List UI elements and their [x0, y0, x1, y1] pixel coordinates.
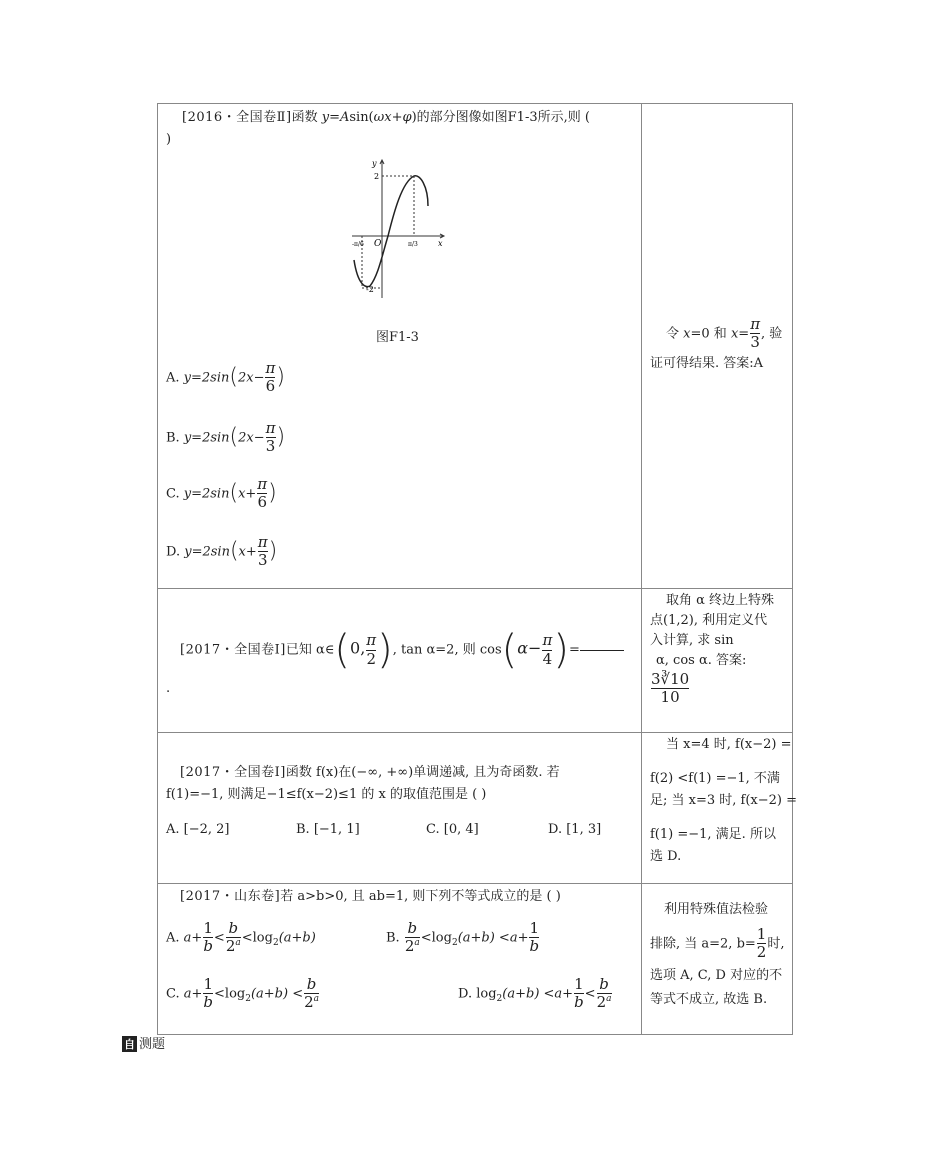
answer-cell: [642, 104, 793, 589]
option-label: D.: [166, 544, 185, 560]
fraction: [750, 316, 760, 352]
fraction: [405, 920, 420, 956]
numerator: π: [265, 359, 276, 377]
question-cell: [158, 733, 642, 884]
denominator: 2: [366, 649, 376, 668]
numerator: 1: [756, 925, 767, 943]
paren: (: [501, 627, 518, 673]
denominator: 3: [750, 333, 760, 352]
answer-text: , 验: [761, 326, 783, 342]
table-row: [158, 733, 793, 884]
sine-graph-figure: [348, 156, 448, 302]
option-expr: y=2sin: [184, 544, 230, 560]
answer-line: 选项 A, C, D 对应的不: [650, 968, 783, 983]
option-label: D.: [458, 986, 477, 1002]
paren: (: [229, 480, 239, 506]
table-row: [158, 104, 793, 589]
option-expr: a+: [183, 930, 203, 946]
denominator-base: 2: [596, 993, 607, 1012]
tick-label-max: 2: [374, 172, 380, 181]
denominator: b: [529, 937, 540, 956]
answer-text: =: [738, 326, 750, 342]
answer-line: f(1) =−1, 满足. 所以: [650, 827, 776, 842]
option-expr: <: [584, 986, 596, 1002]
paren: ): [377, 627, 393, 673]
paren: ): [276, 424, 286, 450]
stem-var: α−: [517, 638, 542, 658]
option-label: B.: [166, 430, 184, 446]
fraction: [757, 926, 767, 962]
option-c: C. [0, 4]: [426, 822, 479, 837]
question-cell: [158, 104, 642, 589]
fraction: [266, 420, 276, 456]
answer-line: f(2) <f(1) =−1, 不满: [650, 771, 780, 786]
stem-text: , tan α=2, 则 cos: [392, 642, 502, 658]
paren: ): [268, 538, 278, 564]
paren: ): [276, 364, 285, 390]
fraction: [574, 976, 584, 1012]
option-expr: <log: [241, 930, 273, 946]
denominator: [304, 993, 319, 1011]
stem-close-paren: ): [166, 132, 172, 147]
figure-caption: 图F1-3: [376, 330, 419, 345]
answer-text: =0 和: [690, 326, 727, 342]
answer-line: 证可得结果. 答案:A: [650, 356, 764, 371]
fraction: [257, 476, 267, 512]
answer-var: x: [730, 326, 739, 342]
fraction: [366, 632, 376, 668]
option-expr: <log: [420, 930, 452, 946]
option-label: A.: [166, 930, 184, 946]
origin-label: O: [374, 239, 382, 249]
answer-var: x: [683, 326, 691, 342]
fraction: [203, 920, 213, 956]
exponent: a: [313, 994, 320, 1005]
question-cell: [158, 884, 642, 1035]
option-expr: <log: [214, 986, 246, 1002]
option-label: C.: [166, 986, 184, 1002]
answer-line: 点(1,2), 利用定义代: [650, 613, 768, 628]
denominator: [405, 937, 420, 955]
paren: (: [334, 627, 351, 673]
denominator: 6: [257, 493, 267, 512]
option-expr: (a+b) <: [250, 986, 304, 1002]
option-a: [166, 920, 316, 956]
denominator: b: [574, 993, 584, 1012]
option-a: [166, 360, 285, 396]
exponent: a: [235, 938, 241, 949]
option-expr: a+: [183, 986, 203, 1002]
answer-line: [650, 926, 784, 962]
question-stem: [180, 619, 624, 681]
answer-cell: [642, 884, 793, 1035]
numerator: b: [599, 975, 609, 993]
qa-table: [157, 103, 798, 1035]
numerator: 1: [203, 919, 213, 937]
numerator: π: [265, 419, 276, 437]
option-c: [166, 976, 320, 1012]
numerator: 1: [529, 919, 540, 937]
question-stem: [182, 108, 590, 128]
stem-text: 若 a>b>0, 且 ab=1, 则下列不等式成立的是 ( ): [280, 889, 561, 904]
answer-line: [666, 316, 782, 352]
question-stem: [180, 763, 560, 783]
numerator: b: [228, 919, 239, 937]
answer-text: 令: [666, 326, 680, 342]
stem-text: )的部分图像如图F1-3所示,则 (: [411, 110, 590, 125]
source-tag: [2017・山东卷]: [180, 889, 281, 904]
answer-blank: [580, 649, 624, 651]
stem-text: 函数: [291, 110, 318, 125]
stem-text: 已知 α∈: [285, 642, 335, 658]
trailing-dot: .: [166, 681, 171, 696]
answer-line: 选 D.: [650, 849, 682, 864]
option-expr: y=2sin: [183, 370, 230, 386]
fraction: [265, 360, 275, 396]
stem-func: y=A: [321, 110, 350, 125]
option-b: B. [−1, 1]: [296, 822, 360, 837]
option-label: B.: [386, 930, 404, 946]
answer-text: 时,: [767, 936, 785, 952]
paren: (: [229, 424, 239, 450]
source-tag: [2017・全国卷Ⅰ]: [180, 765, 286, 780]
exponent: a: [606, 994, 612, 1005]
axis-label-y: y: [372, 159, 377, 168]
option-expr: y=2sin: [183, 486, 230, 502]
option-expr: 2x−: [238, 430, 265, 446]
denominator: [226, 937, 241, 955]
answer-line: 入计算, 求 sin: [650, 633, 734, 648]
option-expr: y=2sin: [183, 430, 230, 446]
subscript: 2: [245, 993, 251, 1004]
fraction: [304, 976, 319, 1012]
denominator: b: [203, 937, 213, 956]
option-expr: x+: [238, 486, 257, 502]
answer-cell: [642, 589, 793, 733]
option-b: [166, 420, 285, 456]
axis-label-x: x: [438, 239, 443, 248]
option-c: [166, 476, 277, 512]
denominator: b: [203, 993, 214, 1012]
numerator: b: [306, 975, 317, 993]
denominator: 4: [542, 649, 553, 668]
subscript: 2: [496, 993, 503, 1004]
denominator: [597, 993, 612, 1011]
stem-var: ωx+φ: [373, 110, 412, 125]
tick-label-min: -2: [366, 285, 374, 294]
source-tag: [2017・全国卷Ⅰ]: [180, 642, 286, 658]
option-label: A.: [166, 370, 184, 386]
option-expr: (a+b) <a+: [457, 930, 529, 946]
option-expr: log: [476, 986, 497, 1002]
denominator: 2: [756, 943, 767, 962]
section-footer: [122, 1033, 165, 1052]
option-expr: (a+b) <a+: [502, 986, 574, 1002]
numerator: π: [257, 533, 268, 551]
denominator: 10: [651, 688, 689, 706]
denominator: 3: [257, 551, 268, 570]
numerator: b: [407, 919, 418, 937]
fraction: [542, 632, 552, 668]
answer-text: 排除, 当 a=2, b=: [650, 936, 756, 952]
self-test-badge: 自: [124, 1038, 135, 1051]
answer-line: 等式不成立, 故选 B.: [650, 992, 768, 1007]
option-b: [386, 920, 540, 956]
paren: ): [268, 480, 277, 506]
answer-fraction: [650, 671, 690, 707]
table-row: [158, 884, 793, 1035]
option-expr: (a+b): [278, 930, 316, 946]
question-cell: [158, 589, 642, 733]
fraction: [651, 671, 689, 707]
numerator: 1: [574, 975, 584, 993]
paren: (: [229, 538, 239, 564]
numerator: 1: [203, 975, 213, 993]
stem-text: sin(: [349, 110, 374, 125]
denominator-base: 2: [404, 937, 415, 956]
denominator-base: 2: [225, 937, 236, 956]
answer-cell: [642, 733, 798, 884]
stem-text: 0,: [350, 638, 366, 658]
subscript: 2: [272, 937, 279, 948]
numerator: π: [366, 631, 377, 650]
fraction: [226, 920, 241, 956]
fraction: [203, 976, 213, 1012]
option-expr: <: [213, 930, 225, 946]
numerator: π: [257, 475, 268, 493]
question-stem: [180, 887, 561, 907]
option-d: [166, 534, 277, 570]
option-label: C.: [166, 486, 184, 502]
numerator: 3∛10: [651, 670, 690, 688]
denominator: 6: [265, 377, 276, 396]
answer-line: α, cos α. 答案:: [656, 653, 747, 668]
tick-label-right: π/3: [408, 241, 418, 248]
option-expr: 2x−: [237, 370, 265, 386]
section-title: 测题: [139, 1037, 166, 1052]
option-expr: x+: [238, 544, 257, 560]
fraction: [529, 920, 539, 956]
answer-line: 取角 α 终边上特殊: [666, 593, 775, 608]
fraction: [258, 534, 268, 570]
option-d: [458, 976, 613, 1012]
exponent: a: [414, 938, 420, 949]
table-row: [158, 589, 793, 733]
subscript: 2: [451, 937, 458, 948]
paren: (: [229, 364, 238, 390]
answer-line: 当 x=4 时, f(x−2) =: [666, 737, 792, 752]
tick-label-left: -π/6: [352, 241, 364, 248]
denominator: 3: [265, 437, 276, 456]
stem-text: f(1)=−1, 则满足−1≤f(x−2)≤1 的 x 的取值范围是 ( ): [166, 787, 487, 802]
answer-line: 足; 当 x=3 时, f(x−2) =: [650, 793, 798, 808]
stem-text: 函数 f(x)在(−∞, +∞)单调递减, 且为奇函数. 若: [285, 765, 560, 780]
equals-sign: =: [568, 642, 580, 658]
option-a: A. [−2, 2]: [166, 822, 230, 837]
denominator-base: 2: [304, 993, 314, 1012]
answer-line: 利用特殊值法检验: [664, 902, 769, 917]
source-tag: [2016・全国卷Ⅱ]: [182, 110, 292, 125]
option-d: D. [1, 3]: [548, 822, 602, 837]
fraction: [597, 976, 612, 1012]
numerator: π: [750, 315, 761, 333]
paren: ): [553, 627, 569, 673]
numerator: π: [542, 631, 553, 650]
